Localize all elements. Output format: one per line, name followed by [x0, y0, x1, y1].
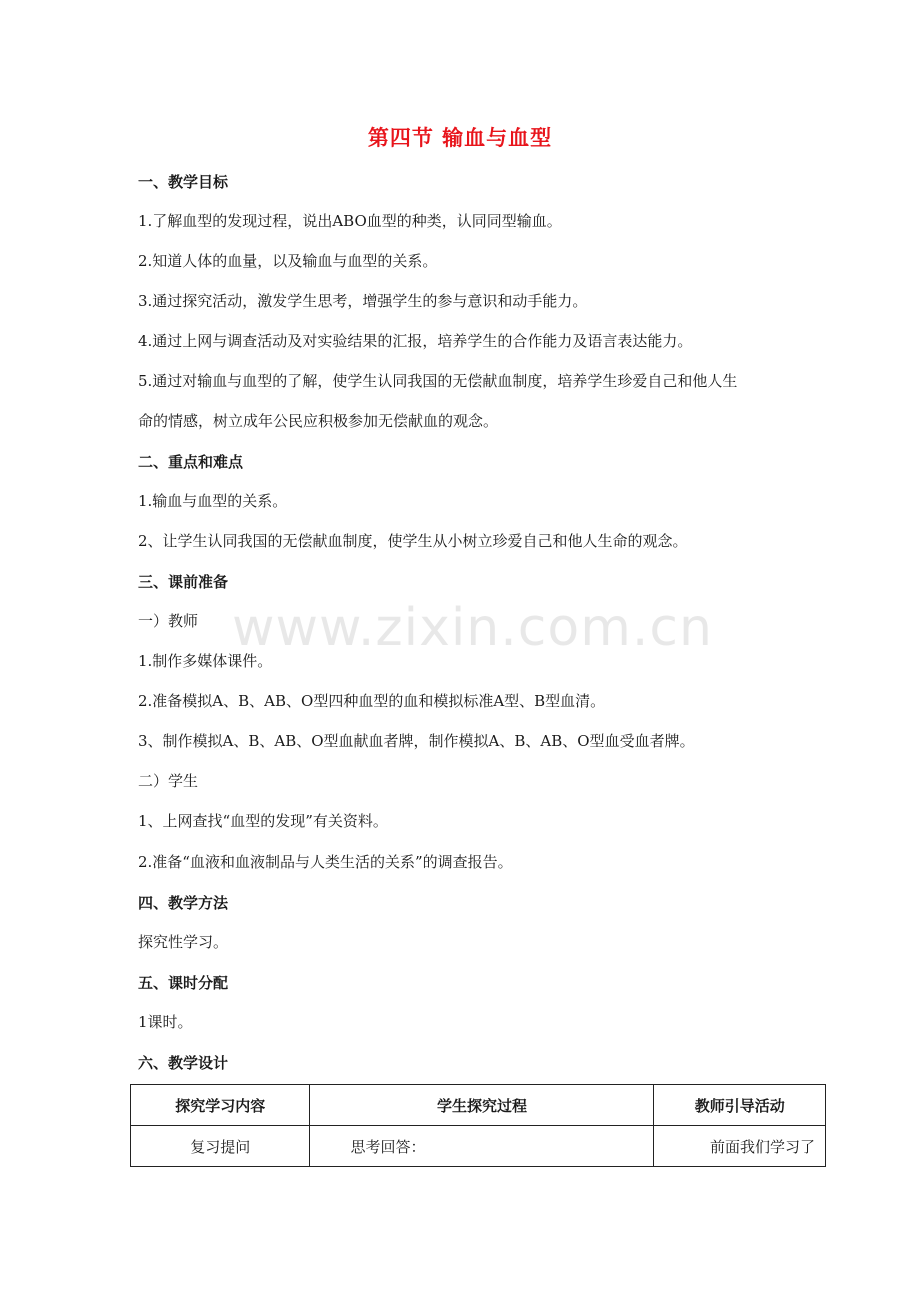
section-heading-methods: 四、教学方法 — [138, 894, 229, 912]
table-header-cell: 探究学习内容 — [131, 1085, 310, 1126]
table-cell: 前面我们学习了 — [654, 1126, 826, 1167]
objective-item: 2.知道人体的血量，以及输血与血型的关系。 — [138, 252, 438, 270]
teacher-label: 一）教师 — [138, 612, 199, 630]
student-prep-item: 2.准备“血液和血液制品与人类生活的关系”的调查报告。 — [138, 853, 513, 871]
table-row — [131, 1126, 826, 1167]
objective-item: 1.了解血型的发现过程，说出ABO血型的种类，认同同型输血。 — [138, 212, 562, 230]
section-heading-design: 六、教学设计 — [138, 1054, 229, 1072]
key-point-item: 2、让学生认同我国的无偿献血制度，使学生从小树立珍爱自己和他人生命的观念。 — [138, 532, 688, 550]
objective-item: 5.通过对输血与血型的了解，使学生认同我国的无偿献血制度，培养学生珍爱自己和他人生 — [138, 372, 738, 390]
teacher-prep-item: 1.制作多媒体课件。 — [138, 652, 273, 670]
objective-item: 3.通过探究活动，激发学生思考，增强学生的参与意识和动手能力。 — [138, 292, 588, 310]
table-header-cell: 教师引导活动 — [654, 1085, 826, 1126]
teaching-design-table — [130, 1084, 826, 1167]
objective-item: 4.通过上网与调查活动及对实验结果的汇报，培养学生的合作能力及语言表达能力。 — [138, 332, 693, 350]
teacher-prep-item: 2.准备模拟A、B、AB、O型四种血型的血和模拟标准A型、B型血清。 — [138, 692, 606, 710]
student-prep-item: 1、上网查找“血型的发现”有关资料。 — [138, 812, 388, 830]
section-heading-key-points: 二、重点和难点 — [138, 453, 244, 471]
table-header-row — [131, 1085, 826, 1126]
section-heading-schedule: 五、课时分配 — [138, 974, 229, 992]
table-header-cell: 学生探究过程 — [310, 1085, 654, 1126]
table-cell: 思考回答： — [310, 1126, 654, 1167]
document-title: 第四节 输血与血型 — [367, 126, 553, 150]
key-point-item: 1.输血与血型的关系。 — [138, 492, 288, 510]
teacher-prep-item: 3、制作模拟A、B、AB、O型血献血者牌，制作模拟A、B、AB、O型血受血者牌。 — [138, 732, 695, 750]
schedule-text: 1课时。 — [138, 1013, 193, 1031]
methods-text: 探究性学习。 — [138, 933, 229, 951]
table-cell: 复习提问 — [131, 1126, 310, 1167]
section-heading-objectives: 一、教学目标 — [138, 173, 229, 191]
student-label: 二）学生 — [138, 772, 199, 790]
watermark: www.zixin.com.cn — [232, 598, 713, 658]
section-heading-preparation: 三、课前准备 — [138, 573, 229, 591]
objective-item-continuation: 命的情感，树立成年公民应积极参加无偿献血的观念。 — [138, 412, 499, 430]
